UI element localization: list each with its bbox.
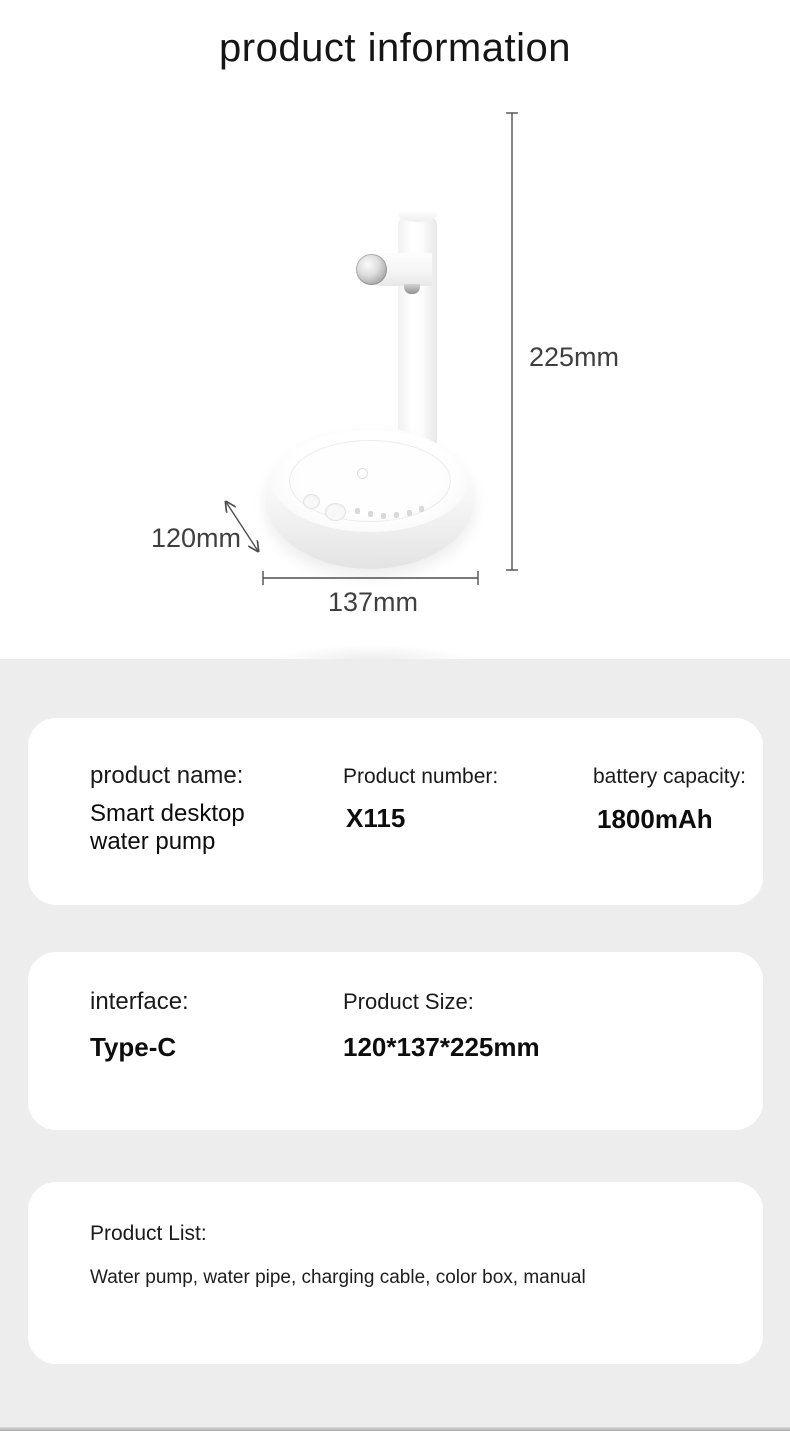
spec-section [0, 659, 790, 1431]
device-base-ring [289, 440, 451, 522]
card-interface-size [28, 952, 763, 1130]
battery-capacity-label: battery capacity: [593, 765, 746, 788]
dimension-width-label: 137mm [328, 587, 419, 617]
bottom-edge-strip [0, 1427, 790, 1431]
card-product-specs [28, 718, 763, 905]
product-name-value: Smart desktop water pump [90, 800, 245, 856]
interface-value: Type-C [90, 1032, 177, 1062]
device-tube-top [398, 207, 437, 222]
product-name-label: product name: [90, 762, 244, 789]
battery-capacity-value: 1800mAh [597, 804, 713, 834]
base-marking [394, 512, 399, 518]
product-size-value: 120*137*225mm [343, 1032, 540, 1062]
base-marking [381, 513, 386, 519]
base-marking [407, 510, 412, 516]
device-spout-cap [356, 254, 387, 285]
base-button-icon [325, 503, 346, 521]
page-title: product information [219, 26, 571, 70]
dimension-depth-label: 120mm [151, 523, 242, 553]
power-touch-icon [357, 468, 368, 479]
base-marking [355, 508, 360, 514]
product-number-value: X115 [346, 803, 406, 833]
base-marking [419, 506, 424, 512]
base-marking [368, 511, 373, 517]
product-size-label: Product Size: [343, 989, 474, 1014]
product-list-label: Product List: [90, 1222, 207, 1245]
interface-label: interface: [90, 988, 189, 1015]
product-figure [0, 100, 790, 660]
card-product-list [28, 1182, 763, 1364]
product-list-value: Water pump, water pipe, charging cable, color box, manual [90, 1267, 586, 1288]
product-number-label: Product number: [343, 765, 499, 788]
dimension-height-label: 225mm [529, 342, 620, 372]
base-button-icon [303, 494, 320, 509]
